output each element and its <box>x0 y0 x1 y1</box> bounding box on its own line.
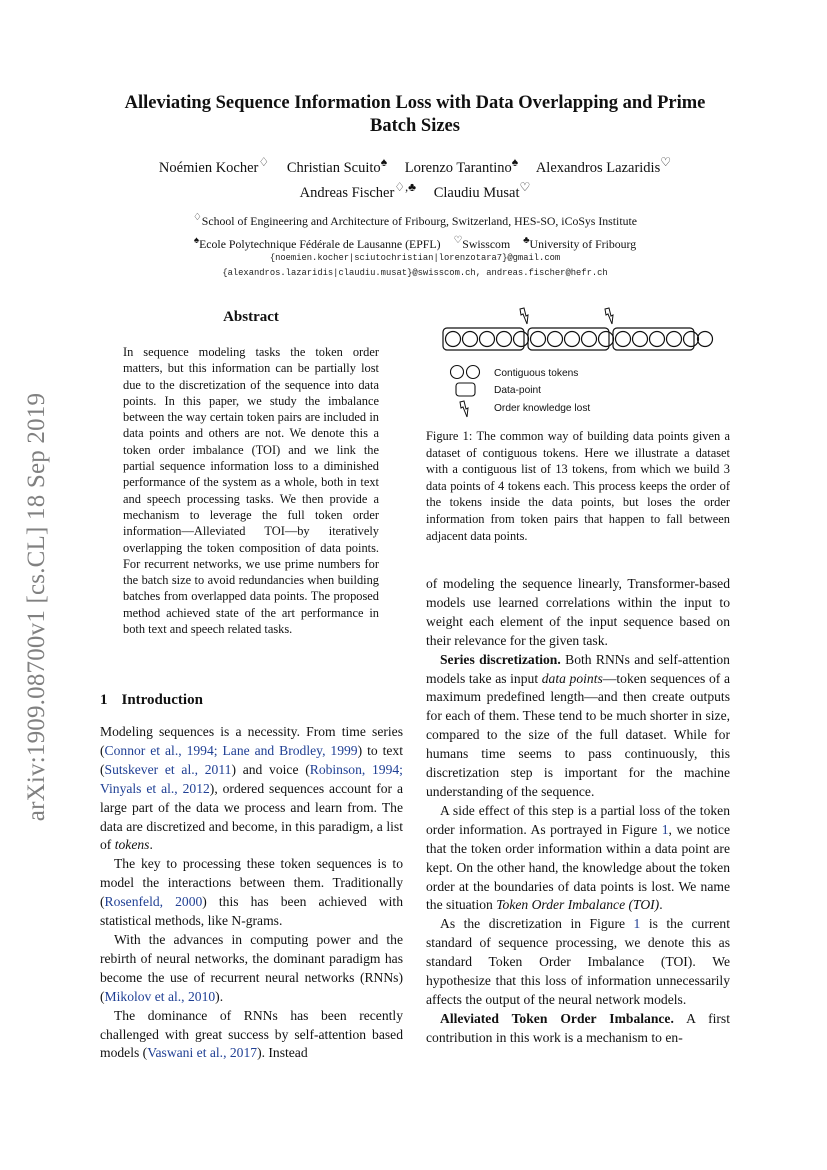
author: Lorenzo Tarantino♠ <box>404 155 519 176</box>
section-number: 1 <box>100 692 108 708</box>
citation-link[interactable]: Sutskever et al., 2011 <box>104 761 232 777</box>
intro-body <box>100 723 403 1063</box>
token <box>633 332 648 347</box>
broken-link-icon <box>460 401 468 417</box>
figure-ref-link[interactable]: 1 <box>633 916 641 932</box>
paragraph: A side effect of this step is a partial loss of the token order information. As portrayed in Figure 1, we notice that the token order information within a data point are kept. On the other hand, the knowledge about the token order at the boundaries of data points is lost. We name the situation Token Order Imbalance (TOI). <box>426 802 731 913</box>
email-line-2: {alexandros.lazaridis|claudiu.musat}@swisscom.ch, andreas.fischer@hefr.ch <box>222 268 608 278</box>
token <box>698 332 713 347</box>
token <box>684 332 699 347</box>
arxiv-stamp <box>17 364 57 849</box>
token <box>446 332 461 347</box>
broken-link-icon <box>520 308 528 324</box>
figure-1-diagram <box>440 303 720 421</box>
paragraph: As the discretization in Figure 1 is the current standard of sequence processing, we denote this as standard Token Order Imbalance (TOI). We hypothesize that this loss of information unnecessarily affects the output of the neural network models. <box>426 916 730 1007</box>
paragraph-heading: Series discretization. <box>440 651 561 667</box>
token <box>548 332 563 347</box>
affiliation: ♣University of Fribourg <box>523 234 637 251</box>
legend-contiguous <box>451 366 480 379</box>
author-list <box>90 153 740 203</box>
token <box>531 332 546 347</box>
caption-label: Figure 1: <box>426 429 473 443</box>
email-line-1: {noemien.kocher|sciutochristian|lorenzotara7}@gmail.com <box>269 253 561 263</box>
author-emails <box>90 251 740 281</box>
data-point-icon <box>456 383 475 396</box>
affiliations <box>90 208 740 254</box>
author: Alexandros Lazaridis♡ <box>535 155 672 176</box>
order-lost-icons <box>520 308 613 324</box>
figure-1-caption <box>426 428 730 544</box>
citation-link[interactable]: Connor et al., 1994; Lane and Brodley, 1999 <box>104 742 358 758</box>
author: Christian Scuito♠ <box>286 155 388 176</box>
section-heading <box>100 692 203 709</box>
token <box>582 332 597 347</box>
paragraph: The key to processing these token sequences is to model the interactions between them. Traditionally (Rosenfeld, 2000) this has been achieved with statistical methods, like N-grams. <box>100 856 403 929</box>
section-title: Introduction <box>121 692 203 708</box>
paragraph: Series discretization. Both RNNs and self-attention models take as input data points—token sequences of a maximum predefined length—and then create outputs for each of them. These tend to be much shorter in size, compared to the size of the full dataset. While for humans time seems to pass continuously, this discretization step is important for the machine understanding of the sequence. <box>426 651 730 799</box>
token <box>565 332 580 347</box>
token <box>480 332 495 347</box>
broken-link-icon <box>605 308 613 324</box>
title-line-2: Batch Sizes <box>370 116 460 136</box>
citation-link[interactable]: Rosenfeld, 2000 <box>104 894 203 910</box>
paragraph: The dominance of RNNs has been recently challenged with great success by self-attention based models (Vaswani et al., 2017). Instead <box>100 1007 403 1061</box>
abstract-text: In sequence modeling tasks the token order matters, but this information can be partially lost due to the discretization of the sequence into data points. In this paper, we study the imbalance between the way certain token pairs are included in data points and others are not. We denote this a token order imbalance (TOI) and we link the partial sequence information loss to a diminished performance of the system as a whole, both in text and speech processing tasks. We then provide a mechanism to leverage the full token order information—Alleviated TOI—by iteratively overlapping the token composition of data points. For recurrent networks, we use prime numbers for the batch size to avoid redundancies when building batches from overlapped data points. The proposed method achieved state of the art performance in both text and speech related tasks. <box>123 345 379 637</box>
author: Noémien Kocher♢ <box>158 155 270 176</box>
figure-ref-link[interactable]: 1 <box>661 821 669 837</box>
token <box>463 332 478 347</box>
author: Andreas Fischer♢,♣ <box>299 179 417 201</box>
paragraph: Modeling sequences is a necessity. From time series (Connor et al., 1994; Lane and Brodley, 1999) to text (Sutskever et al., 2011) and voice (Robinson, 1994; Vinyals et al., 2012), ordered sequences account for a large part of the data we process and learn from. The data are discretized and become, in this paradigm, a list of tokens. <box>100 724 404 853</box>
figure-legend <box>451 366 591 418</box>
contiguous-token-icon <box>467 366 480 379</box>
contiguous-token-icon <box>451 366 464 379</box>
title-line-1: Alleviating Sequence Information Loss with Data Overlapping and Prime <box>124 93 706 113</box>
affiliation: ♢School of Engineering and Architecture of Fribourg, Switzerland, HES-SO, iCoSys Institute <box>192 212 638 228</box>
token <box>616 332 631 347</box>
arxiv-id: arXiv:1909.08700v1 [cs.CL] 18 Sep 2019 <box>23 392 51 821</box>
paragraph: Alleviated Token Order Imbalance. A first contribution in this work is a mechanism to en- <box>426 1010 730 1045</box>
abstract-heading: Abstract <box>223 309 279 325</box>
paragraph: of modeling the sequence linearly, Transformer-based models use learned correlations within the input to weight each element of the input sequence based on their relevance for the given task. <box>426 576 730 648</box>
token <box>497 332 512 347</box>
citation-link[interactable]: Mikolov et al., 2010 <box>104 988 216 1004</box>
token <box>514 332 529 347</box>
token <box>650 332 665 347</box>
citation-link[interactable]: Vaswani et al., 2017 <box>147 1045 258 1061</box>
legend-datapoint-label: Data-point <box>494 385 542 396</box>
legend-contiguous-label: Contiguous tokens <box>494 368 579 379</box>
affiliation: ♠Ecole Polytechnique Fédérale de Lausanne (EPFL) <box>193 234 441 251</box>
token-sequence <box>446 332 713 347</box>
paper-title <box>90 92 740 138</box>
citation-link[interactable]: Robinson, 1994; Vinyals et al., 2012 <box>100 761 403 796</box>
token <box>667 332 682 347</box>
legend-order-label: Order knowledge lost <box>494 403 591 414</box>
paragraph-heading: Alleviated Token Order Imbalance. <box>440 1010 674 1026</box>
author: Claudiu Musat♡ <box>433 179 531 201</box>
affiliation: ♡Swisscom <box>453 234 511 251</box>
paragraph: With the advances in computing power and the rebirth of neural networks, the dominant paradigm has become the use of recurrent neural networks (RNNs) (Mikolov et al., 2010). <box>100 931 403 1004</box>
caption-text: The common way of building data points given a dataset of contiguous tokens. Here we illustrate a dataset with a contiguous list of 13 tokens, from which we build 3 data points of 4 tokens each. This process keeps the order of the tokens inside the data points, but loses the order information from token pairs that happen to fall between adjacent data points. <box>426 429 730 543</box>
right-column-body <box>426 575 730 1048</box>
token <box>599 332 614 347</box>
